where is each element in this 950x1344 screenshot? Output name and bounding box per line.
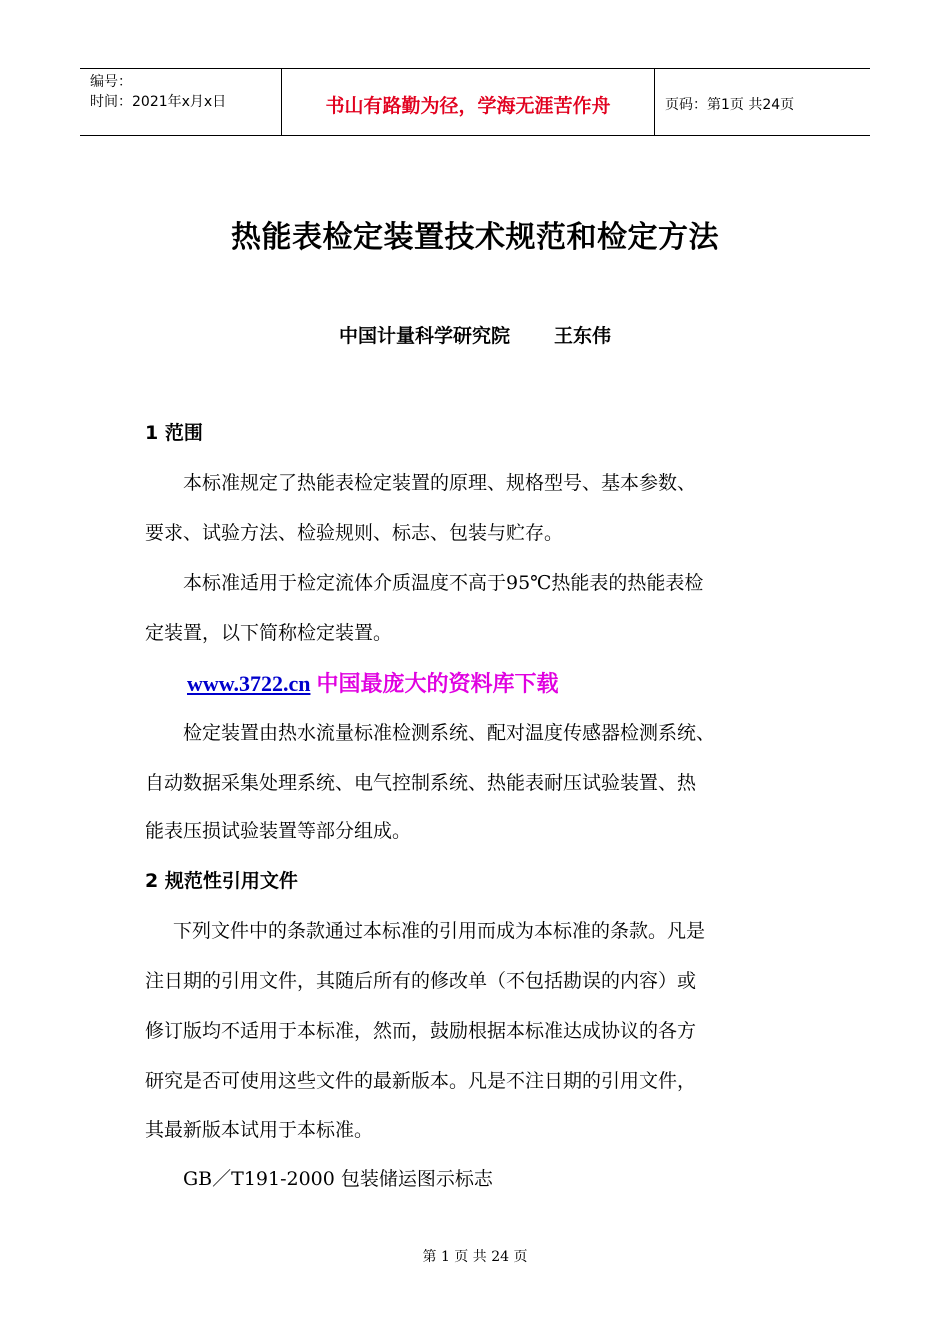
header-slogan: 书山有路勤为径，学海无涯苦作舟 xyxy=(282,69,655,135)
paragraph-line: 修订版均不适用于本标准，然而，鼓励根据本标准达成协议的各方 xyxy=(145,1020,697,1042)
paragraph-line: 本标准规定了热能表检定装置的原理、规格型号、基本参数、 xyxy=(183,472,697,494)
advert-link[interactable]: www.3722.cn xyxy=(187,671,311,696)
paragraph-line: 研究是否可使用这些文件的最新版本。凡是不注日期的引用文件， xyxy=(145,1070,697,1092)
author-line xyxy=(0,321,950,348)
advert-line xyxy=(187,667,558,698)
paragraph-line: 其最新版本试用于本标准。 xyxy=(145,1119,374,1141)
paragraph-line: 注日期的引用文件，其随后所有的修改单（不包括勘误的内容）或 xyxy=(145,970,697,992)
section-heading-references: 2 规范性引用文件 xyxy=(145,870,298,892)
header-table xyxy=(80,68,870,136)
organization-name: 中国计量科学研究院 xyxy=(338,325,510,347)
paragraph-line: 定装置，以下简称检定装置。 xyxy=(145,622,393,644)
page-footer: 第 1 页 共 24 页 xyxy=(422,1249,528,1265)
number-label: 编号： xyxy=(90,74,132,90)
paragraph-line: 要求、试验方法、检验规则、标志、包装与贮存。 xyxy=(145,522,564,544)
paragraph-line: 本标准适用于检定流体介质温度不高于95℃热能表的热能表检 xyxy=(183,572,704,594)
header-meta-cell xyxy=(80,69,282,135)
time-label: 时间：2021年x月x日 xyxy=(90,94,227,110)
paragraph-line: 下列文件中的条款通过本标准的引用而成为本标准的条款。凡是 xyxy=(173,920,706,942)
header-page-info: 页码：第1页 共24页 xyxy=(665,97,795,113)
section-heading-scope: 1 范围 xyxy=(145,422,203,444)
paragraph-line: 自动数据采集处理系统、电气控制系统、热能表耐压试验装置、热 xyxy=(145,772,697,794)
document-title: 热能表检定装置技术规范和检定方法 xyxy=(231,220,719,255)
author-name: 王东伟 xyxy=(554,325,612,347)
paragraph-line: 能表压损试验装置等部分组成。 xyxy=(145,820,412,842)
paragraph-line: 检定装置由热水流量标准检测系统、配对温度传感器检测系统、 xyxy=(183,722,716,744)
reference-item: GB／T191-2000 包装储运图示标志 xyxy=(183,1168,493,1190)
advert-text: 中国最庞大的资料库下载 xyxy=(316,672,559,697)
